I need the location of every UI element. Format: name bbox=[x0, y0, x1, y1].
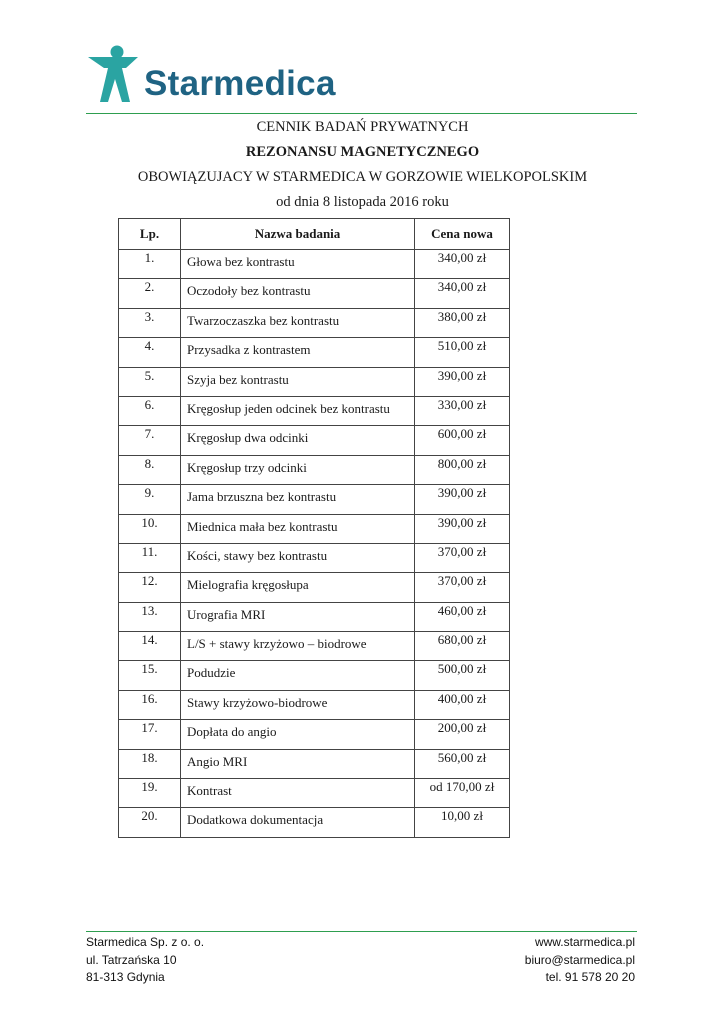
exam-price: 680,00 zł bbox=[415, 632, 510, 661]
row-number: 18. bbox=[119, 749, 181, 778]
exam-price: 330,00 zł bbox=[415, 396, 510, 425]
exam-price: 460,00 zł bbox=[415, 602, 510, 631]
row-number: 9. bbox=[119, 485, 181, 514]
table-row bbox=[119, 367, 510, 396]
exam-price: 390,00 zł bbox=[415, 514, 510, 543]
starmedica-logo bbox=[86, 44, 376, 106]
column-header-price: Cena nowa bbox=[415, 219, 510, 250]
row-number: 17. bbox=[119, 720, 181, 749]
row-number: 4. bbox=[119, 338, 181, 367]
row-number: 15. bbox=[119, 661, 181, 690]
table-row bbox=[119, 573, 510, 602]
table-row bbox=[119, 396, 510, 425]
row-number: 5. bbox=[119, 367, 181, 396]
row-number: 11. bbox=[119, 543, 181, 572]
column-header-name: Nazwa badania bbox=[181, 219, 415, 250]
exam-price: 560,00 zł bbox=[415, 749, 510, 778]
email-link[interactable]: biuro@starmedica.pl bbox=[524, 952, 635, 967]
row-number: 12. bbox=[119, 573, 181, 602]
column-header-lp: Lp. bbox=[119, 219, 181, 250]
exam-name: Kręgosłup jeden odcinek bez kontrastu bbox=[181, 396, 415, 425]
table-row bbox=[119, 720, 510, 749]
exam-name: Twarzoczaszka bez kontrastu bbox=[181, 308, 415, 337]
exam-price: 600,00 zł bbox=[415, 426, 510, 455]
table-row bbox=[119, 602, 510, 631]
exam-price: 10,00 zł bbox=[415, 808, 510, 837]
row-number: 2. bbox=[119, 279, 181, 308]
table-row bbox=[119, 690, 510, 719]
exam-price: 390,00 zł bbox=[415, 367, 510, 396]
table-row bbox=[119, 279, 510, 308]
exam-price: 510,00 zł bbox=[415, 338, 510, 367]
exam-name: Stawy krzyżowo-biodrowe bbox=[181, 690, 415, 719]
table-row bbox=[119, 632, 510, 661]
exam-name: Przysadka z kontrastem bbox=[181, 338, 415, 367]
exam-name: Jama brzuszna bez kontrastu bbox=[181, 485, 415, 514]
table-row bbox=[119, 455, 510, 484]
table-row bbox=[119, 749, 510, 778]
table-row bbox=[119, 426, 510, 455]
exam-name: Kręgosłup trzy odcinki bbox=[181, 455, 415, 484]
exam-name: Kręgosłup dwa odcinki bbox=[181, 426, 415, 455]
exam-name: Dopłata do angio bbox=[181, 720, 415, 749]
exam-name: Dodatkowa dokumentacja bbox=[181, 808, 415, 837]
street-address: ul. Tatrzańska 10 bbox=[86, 952, 177, 967]
exam-name: Oczodoły bez kontrastu bbox=[181, 279, 415, 308]
footer-contact bbox=[525, 934, 635, 987]
exam-name: Podudzie bbox=[181, 661, 415, 690]
price-table bbox=[118, 218, 510, 838]
exam-price: 800,00 zł bbox=[415, 455, 510, 484]
row-number: 20. bbox=[119, 808, 181, 837]
document-location: OBOWIĄZUJACY W STARMEDICA W GORZOWIE WIELKOPOLSKIM bbox=[137, 169, 588, 185]
exam-price: 370,00 zł bbox=[415, 543, 510, 572]
exam-price: 370,00 zł bbox=[415, 573, 510, 602]
table-row bbox=[119, 250, 510, 279]
exam-name: L/S + stawy krzyżowo – biodrowe bbox=[181, 632, 415, 661]
row-number: 8. bbox=[119, 455, 181, 484]
table-row bbox=[119, 485, 510, 514]
exam-price: 380,00 zł bbox=[415, 308, 510, 337]
exam-name: Kości, stawy bez kontrastu bbox=[181, 543, 415, 572]
exam-price: od 170,00 zł bbox=[415, 779, 510, 808]
row-number: 7. bbox=[119, 426, 181, 455]
document-date: od dnia 8 listopada 2016 roku bbox=[276, 194, 449, 210]
exam-name: Głowa bez kontrastu bbox=[181, 250, 415, 279]
postal-city: 81-313 Gdynia bbox=[86, 970, 165, 984]
exam-name: Miednica mała bez kontrastu bbox=[181, 514, 415, 543]
exam-price: 340,00 zł bbox=[415, 250, 510, 279]
exam-name: Urografia MRI bbox=[181, 602, 415, 631]
brand-name: Starmedica bbox=[144, 64, 336, 103]
exam-price: 500,00 zł bbox=[415, 661, 510, 690]
exam-price: 390,00 zł bbox=[415, 485, 510, 514]
row-number: 6. bbox=[119, 396, 181, 425]
exam-name: Mielografia kręgosłupa bbox=[181, 573, 415, 602]
exam-name: Szyja bez kontrastu bbox=[181, 367, 415, 396]
exam-price: 340,00 zł bbox=[415, 279, 510, 308]
footer-divider bbox=[86, 931, 637, 932]
row-number: 1. bbox=[119, 250, 181, 279]
exam-price: 400,00 zł bbox=[415, 690, 510, 719]
row-number: 16. bbox=[119, 690, 181, 719]
row-number: 13. bbox=[119, 602, 181, 631]
company-name: Starmedica Sp. z o. o. bbox=[86, 935, 205, 949]
table-row bbox=[119, 514, 510, 543]
exam-name: Angio MRI bbox=[181, 749, 415, 778]
table-header-row bbox=[119, 219, 510, 250]
row-number: 14. bbox=[119, 632, 181, 661]
row-number: 10. bbox=[119, 514, 181, 543]
website-link[interactable]: www.starmedica.pl bbox=[534, 935, 635, 949]
footer-address bbox=[86, 934, 204, 987]
row-number: 3. bbox=[119, 308, 181, 337]
phone-number: tel. 91 578 20 20 bbox=[545, 970, 635, 984]
person-icon bbox=[86, 44, 142, 106]
table-row bbox=[119, 779, 510, 808]
row-number: 19. bbox=[119, 779, 181, 808]
exam-name: Kontrast bbox=[181, 779, 415, 808]
table-row bbox=[119, 808, 510, 837]
header-divider bbox=[86, 113, 637, 114]
document-title: CENNIK BADAŃ PRYWATNYCH bbox=[256, 119, 469, 135]
table-row bbox=[119, 661, 510, 690]
table-row bbox=[119, 308, 510, 337]
exam-price: 200,00 zł bbox=[415, 720, 510, 749]
table-row bbox=[119, 543, 510, 572]
document-subtitle: REZONANSU MAGNETYCZNEGO bbox=[245, 144, 480, 160]
table-row bbox=[119, 338, 510, 367]
